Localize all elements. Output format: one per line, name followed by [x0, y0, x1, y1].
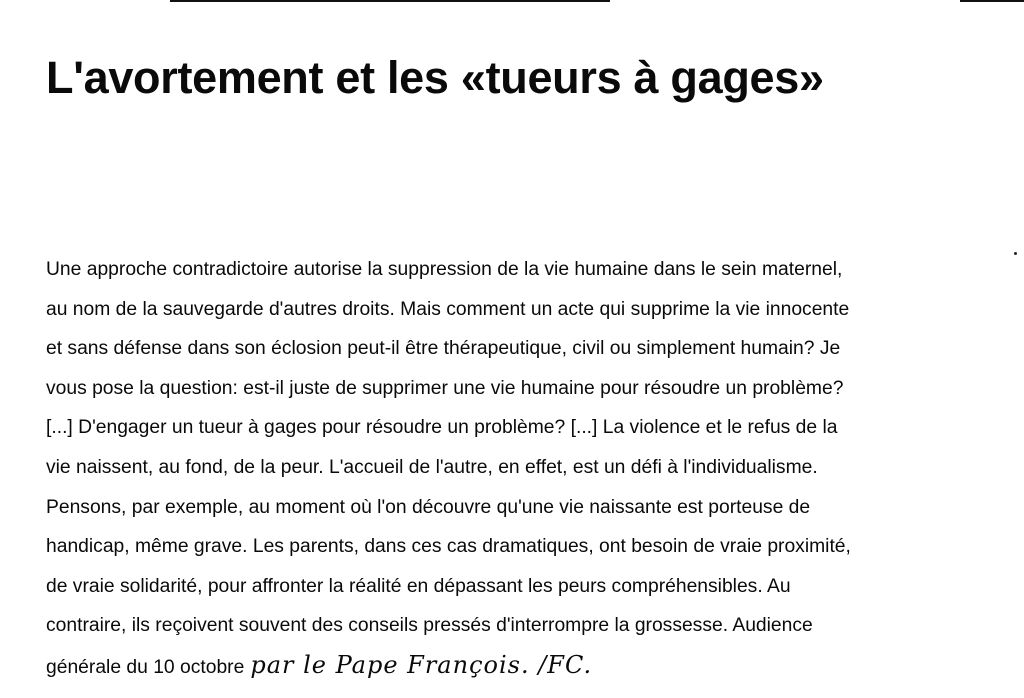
body-line: Une approche contradictoire autorise la suppression de la vie humaine dans le sein maternel,: [46, 259, 843, 280]
body-line-text: générale du 10 octobre: [46, 656, 245, 678]
top-rule-left: [170, 0, 610, 2]
body-line: au nom de la sauvegarde d'autres droits. Mais comment un acte qui supprime la vie innocente: [46, 298, 850, 320]
body-last-line: [46, 646, 1006, 688]
body-line: vous pose la question: est-il juste de supprimer une vie humaine pour résoudre un problème?: [46, 377, 844, 399]
body-line: de vraie solidarité, pour affronter la réalité en dépassant les peurs compréhensibles. Au: [46, 575, 791, 597]
body-line: vie naissent, au fond, de la peur. L'accueil de l'autre, en effet, est un défi à l'individualisme.: [46, 456, 818, 478]
body-line: et sans défense dans son éclosion peut-il être thérapeutique, civil ou simplement humain? Je: [46, 338, 841, 360]
scan-speck: [1014, 252, 1017, 255]
handwritten-note: par le Pape François. /FC.: [250, 650, 593, 679]
body-line: Pensons, par exemple, au moment où l'on découvre qu'une vie naissante est porteuse de: [46, 496, 811, 518]
body-line: [...] D'engager un tueur à gages pour résoudre un problème? [...] La violence et le refus de la: [46, 417, 838, 439]
body-line: contraire, ils reçoivent souvent des conseils pressés d'interrompre la grossesse. Audience: [46, 615, 813, 637]
article-body: [46, 250, 1006, 688]
body-line: handicap, même grave. Les parents, dans ces cas dramatiques, ont besoin de vraie proximité,: [46, 536, 851, 558]
top-rule-right: [960, 0, 1024, 2]
page-title: L'avortement et les «tueurs à gages»: [46, 52, 824, 103]
